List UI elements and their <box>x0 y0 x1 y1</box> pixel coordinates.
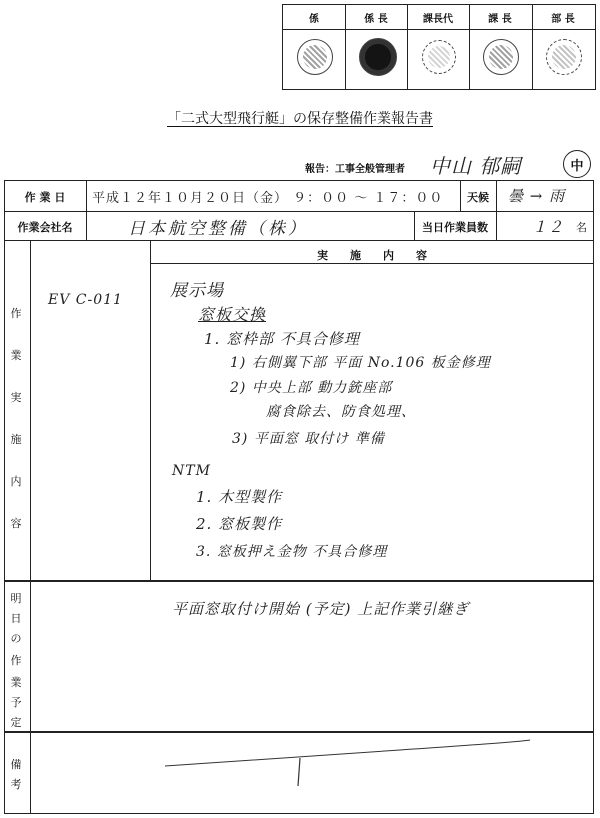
work-side-char: 容 <box>10 517 22 530</box>
work-line: 窓板交換 <box>198 305 267 324</box>
workers-label: 当日作業員数 <box>422 221 488 234</box>
work-line: NTM <box>172 463 211 479</box>
remarks-side-char: 備 <box>10 758 22 771</box>
approval-header-staff: 係 <box>309 14 319 25</box>
approval-seal-manager <box>483 39 519 75</box>
report-title: 「二式大型飛行艇」の保存整備作業報告書 <box>167 111 433 127</box>
report-form <box>4 180 594 814</box>
plan-side-char: の <box>10 632 22 645</box>
approval-header-chief: 係 長 <box>364 14 388 25</box>
weather-value: 曇 → 雨 <box>508 187 566 205</box>
company-value: 日本航空整備（株） <box>128 219 308 239</box>
remarks-side-char: 考 <box>10 778 22 791</box>
reporter-label: 報告：工事全般管理者 <box>305 164 405 175</box>
work-line: 1) 右側翼下部 平面 No.106 板金修理 <box>230 355 491 371</box>
work-line: 3) 平面窓 取付け 準備 <box>232 431 385 447</box>
approval-table <box>282 4 596 90</box>
work-date-value: 平成１２年１０月２０日（金） ９：００ 〜 １７：００ <box>92 191 444 206</box>
work-side-char: 施 <box>10 433 22 446</box>
work-line: 1. 窓枠部 不具合修理 <box>204 330 360 348</box>
work-date-label: 作 業 日 <box>24 191 66 204</box>
approval-seal-chief <box>359 38 397 76</box>
plan-side-char: 明 <box>10 592 22 605</box>
reporter-seal <box>563 150 591 178</box>
remarks-pen-stroke <box>160 736 540 796</box>
plan-side-char: 業 <box>10 676 22 689</box>
approval-header-deputy-manager: 課長代 <box>423 14 453 25</box>
approval-header-manager: 課 長 <box>488 14 512 25</box>
plan-side-char: 定 <box>10 716 22 729</box>
work-line: 1. 木型製作 <box>196 488 283 506</box>
approval-header-director: 部 長 <box>551 14 575 25</box>
work-line: 2) 中央上部 動力銃座部 <box>230 380 393 396</box>
workers-value: １２ <box>532 218 565 236</box>
approval-seal-deputy-manager <box>422 40 456 74</box>
work-code: EV C-011 <box>48 292 123 308</box>
company-label: 作業会社名 <box>17 221 73 234</box>
work-side-char: 作 <box>10 307 22 320</box>
plan-side-char: 日 <box>10 612 22 625</box>
plan-side-char: 予 <box>10 696 22 709</box>
work-line: 腐食除去、防食処理、 <box>266 404 416 420</box>
approval-seal-staff <box>297 39 333 75</box>
reporter-name: 中山 郁嗣 <box>430 154 522 178</box>
work-line: 展示場 <box>170 281 224 301</box>
reporter-seal-char: 中 <box>570 158 584 174</box>
work-line: 2. 窓板製作 <box>196 515 283 533</box>
work-side-char: 内 <box>10 475 22 488</box>
weather-label: 天候 <box>467 191 489 204</box>
plan-text: 平面窓取付け開始 (予定) 上記作業引継ぎ <box>172 600 470 618</box>
workers-unit: 名 <box>576 221 587 234</box>
work-content-header: 実 施 内 容 <box>317 249 427 262</box>
approval-seal-director <box>546 39 582 75</box>
plan-side-char: 作 <box>10 654 22 667</box>
work-line: 3. 窓板押え金物 不具合修理 <box>196 544 388 560</box>
work-side-char: 実 <box>10 391 22 404</box>
work-side-char: 業 <box>10 349 22 362</box>
